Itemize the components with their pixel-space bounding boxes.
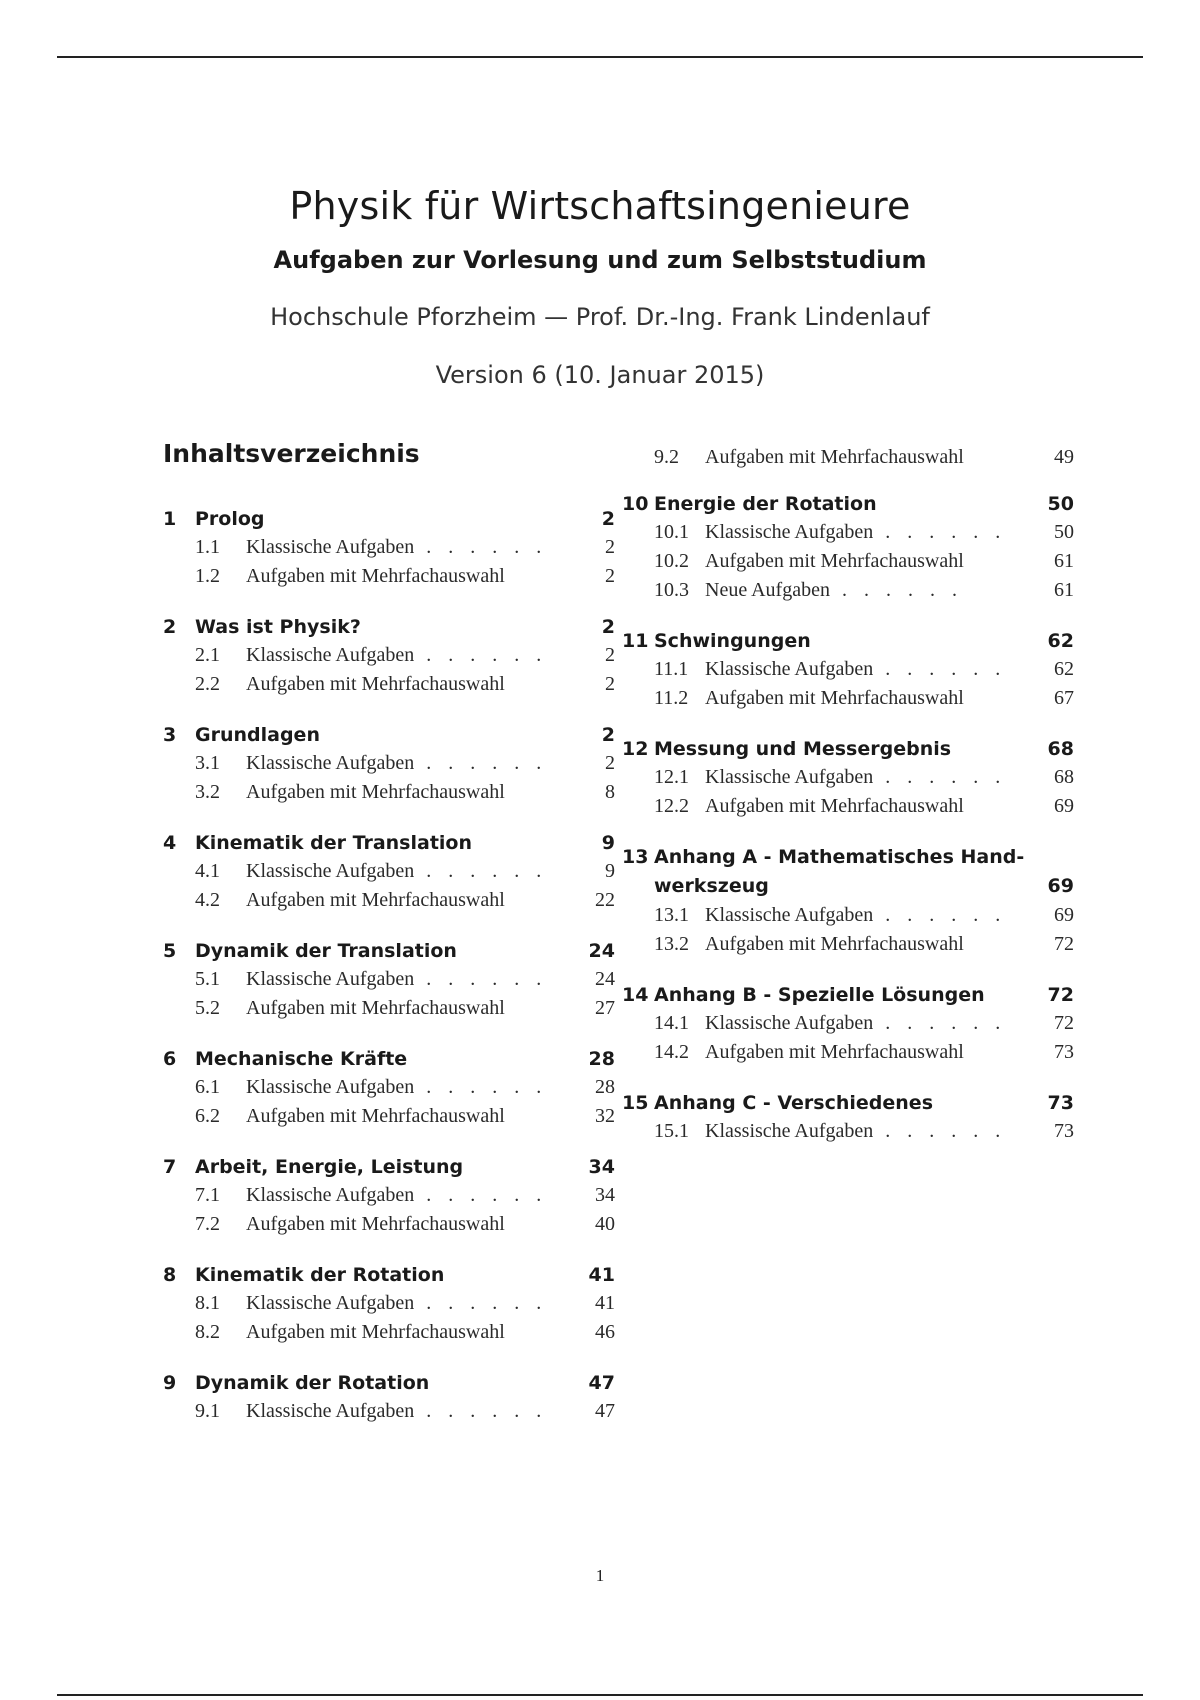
subsection-page: 2 — [605, 673, 615, 695]
toc-section-heading[interactable] — [163, 1261, 615, 1289]
page-number: 1 — [595, 1566, 605, 1585]
section-number: 14 — [622, 984, 649, 1006]
subsection-number: 12.1 — [654, 766, 689, 788]
section-page: 68 — [1047, 738, 1074, 760]
toc-section-heading[interactable] — [163, 1045, 615, 1073]
toc-section — [163, 1045, 615, 1131]
subsection-title-wrap — [246, 778, 575, 807]
toc-section-heading[interactable] — [163, 505, 615, 533]
subsection-title-wrap — [705, 792, 1034, 821]
subsection-number: 4.2 — [195, 889, 220, 911]
section-page: 47 — [588, 1372, 615, 1394]
document-author: Hochschule Pforzheim — Prof. Dr.-Ing. Frank Lindenlauf — [270, 303, 930, 331]
subsection-title: Klassische Aufgaben — [705, 521, 874, 543]
section-title: Arbeit, Energie, Leistung — [195, 1156, 464, 1178]
toc-section — [163, 613, 615, 699]
toc-section-heading[interactable] — [163, 613, 615, 641]
toc-subsection[interactable] — [622, 655, 1074, 684]
subsection-number: 5.2 — [195, 997, 220, 1019]
subsection-number: 9.2 — [654, 446, 679, 468]
subsection-title: Aufgaben mit Mehrfachauswahl — [246, 673, 505, 695]
toc-section — [622, 1089, 1074, 1146]
subsection-page: 49 — [1054, 446, 1074, 468]
section-number: 1 — [163, 508, 177, 530]
subsection-page: 67 — [1054, 687, 1074, 709]
dot-leader: . . . . . . — [426, 644, 548, 666]
subsection-number: 5.1 — [195, 968, 220, 990]
subsection-page: 2 — [605, 536, 615, 558]
section-page: 34 — [588, 1156, 615, 1178]
subsection-title: Klassische Aufgaben — [705, 766, 874, 788]
subsection-title: Klassische Aufgaben — [705, 904, 874, 926]
toc-subsection[interactable] — [163, 1318, 615, 1347]
subsection-page: 68 — [1054, 766, 1074, 788]
subsection-title-wrap — [705, 901, 1034, 930]
toc-section — [622, 490, 1074, 605]
subsection-number: 2.1 — [195, 644, 220, 666]
section-title — [654, 843, 1034, 901]
dot-leader: . . . . . . — [426, 1184, 548, 1206]
section-title: Kinematik der Translation — [195, 832, 472, 854]
section-title: Grundlagen — [195, 724, 320, 746]
toc-section-heading[interactable] — [163, 829, 615, 857]
toc-section — [163, 721, 615, 807]
subsection-title-wrap — [705, 547, 1034, 576]
section-page: 9 — [601, 832, 615, 854]
subsection-title: Aufgaben mit Mehrfachauswahl — [246, 565, 505, 587]
top-rule — [57, 56, 1143, 58]
toc-section — [622, 627, 1074, 713]
toc-right-column — [622, 443, 1074, 1168]
section-number: 15 — [622, 1092, 649, 1114]
subsection-title: Klassische Aufgaben — [246, 1184, 415, 1206]
subsection-title-wrap — [246, 1102, 575, 1131]
section-title: Prolog — [195, 508, 265, 530]
toc-subsection[interactable] — [163, 670, 615, 699]
toc-section-heading[interactable] — [163, 937, 615, 965]
toc-section — [163, 1153, 615, 1239]
subsection-title-wrap — [705, 1117, 1034, 1146]
toc-subsection[interactable] — [163, 965, 615, 994]
subsection-number: 14.1 — [654, 1012, 689, 1034]
toc-subsection[interactable] — [163, 778, 615, 807]
subsection-number: 8.1 — [195, 1292, 220, 1314]
subsection-title-wrap — [705, 684, 1034, 713]
subsection-title: Klassische Aufgaben — [246, 968, 415, 990]
document-subtitle: Aufgaben zur Vorlesung und zum Selbststudium — [273, 246, 927, 274]
subsection-page: 28 — [595, 1076, 615, 1098]
section-page: 2 — [601, 508, 615, 530]
subsection-title-wrap — [705, 930, 1034, 959]
toc-subsection[interactable] — [163, 1181, 615, 1210]
subsection-title: Aufgaben mit Mehrfachauswahl — [705, 933, 964, 955]
subsection-number: 12.2 — [654, 795, 689, 817]
toc-subsection[interactable] — [163, 1073, 615, 1102]
toc-subsection[interactable] — [163, 562, 615, 591]
toc-section-heading[interactable] — [163, 721, 615, 749]
toc-subsection[interactable] — [622, 547, 1074, 576]
subsection-title: Aufgaben mit Mehrfachauswahl — [246, 997, 505, 1019]
toc-section — [622, 843, 1074, 959]
bottom-rule — [57, 1694, 1143, 1696]
section-page: 2 — [601, 724, 615, 746]
subsection-number: 14.2 — [654, 1041, 689, 1063]
subsection-title: Aufgaben mit Mehrfachauswahl — [246, 781, 505, 803]
section-number: 4 — [163, 832, 177, 854]
subsection-number: 1.1 — [195, 536, 220, 558]
toc-section — [163, 829, 615, 915]
section-title-line: werkszeug — [654, 875, 769, 897]
subsection-page: 62 — [1054, 658, 1074, 680]
subsection-number: 8.2 — [195, 1321, 220, 1343]
dot-leader: . . . . . . — [426, 536, 548, 558]
subsection-page: 72 — [1054, 1012, 1074, 1034]
subsection-number: 11.2 — [654, 687, 689, 709]
toc-subsection[interactable] — [163, 1397, 615, 1426]
subsection-title: Klassische Aufgaben — [246, 860, 415, 882]
toc-heading: Inhaltsverzeichnis — [163, 439, 420, 468]
toc-section-heading[interactable] — [622, 981, 1074, 1009]
section-title: Kinematik der Rotation — [195, 1264, 445, 1286]
subsection-number: 13.2 — [654, 933, 689, 955]
toc-subsection[interactable] — [163, 641, 615, 670]
subsection-title: Aufgaben mit Mehrfachauswahl — [705, 446, 964, 468]
toc-subsection[interactable] — [622, 930, 1074, 959]
toc-subsection[interactable] — [163, 857, 615, 886]
subsection-page: 61 — [1054, 579, 1074, 601]
document-title: Physik für Wirtschaftsingenieure — [289, 184, 911, 228]
subsection-title-wrap — [246, 670, 575, 699]
subsection-page: 9 — [605, 860, 615, 882]
section-page: 24 — [588, 940, 615, 962]
dot-leader: . . . . . . — [885, 1012, 1007, 1034]
section-title: Mechanische Kräfte — [195, 1048, 408, 1070]
toc-subsection[interactable] — [163, 1289, 615, 1318]
subsection-number: 4.1 — [195, 860, 220, 882]
toc-subsection[interactable] — [163, 749, 615, 778]
subsection-page: 24 — [595, 968, 615, 990]
subsection-title: Klassische Aufgaben — [246, 1400, 415, 1422]
section-number: 10 — [622, 493, 649, 515]
section-title: Anhang C - Verschiedenes — [654, 1092, 934, 1114]
toc-section-heading[interactable] — [622, 843, 1074, 901]
subsection-page: 27 — [595, 997, 615, 1019]
subsection-title-wrap — [246, 1289, 575, 1318]
toc-section — [163, 1261, 615, 1347]
subsection-title-wrap — [246, 965, 575, 994]
toc-subsection[interactable] — [163, 994, 615, 1023]
subsection-title-wrap — [705, 1009, 1034, 1038]
subsection-number: 15.1 — [654, 1120, 689, 1142]
subsection-number: 9.1 — [195, 1400, 220, 1422]
subsection-title-wrap — [246, 533, 575, 562]
subsection-title: Aufgaben mit Mehrfachauswahl — [246, 1213, 505, 1235]
toc-section-heading[interactable] — [622, 627, 1074, 655]
section-number: 6 — [163, 1048, 177, 1070]
subsection-title: Aufgaben mit Mehrfachauswahl — [705, 687, 964, 709]
subsection-title: Klassische Aufgaben — [705, 658, 874, 680]
subsection-title: Klassische Aufgaben — [705, 1012, 874, 1034]
subsection-number: 6.2 — [195, 1105, 220, 1127]
subsection-title: Aufgaben mit Mehrfachauswahl — [246, 1105, 505, 1127]
section-title: Schwingungen — [654, 630, 811, 652]
subsection-title: Klassische Aufgaben — [246, 752, 415, 774]
dot-leader: . . . . . . — [426, 1076, 548, 1098]
subsection-page: 69 — [1054, 795, 1074, 817]
dot-leader: . . . . . . — [885, 658, 1007, 680]
subsection-title: Klassische Aufgaben — [246, 1076, 415, 1098]
section-number: 12 — [622, 738, 649, 760]
section-title-line: Anhang A - Mathematisches Hand- — [654, 846, 1025, 868]
subsection-number: 11.1 — [654, 658, 689, 680]
subsection-title-wrap — [246, 886, 575, 915]
subsection-title: Aufgaben mit Mehrfachauswahl — [705, 1041, 964, 1063]
section-number: 2 — [163, 616, 177, 638]
toc-subsection[interactable] — [622, 1009, 1074, 1038]
section-page: 69 — [1047, 875, 1074, 897]
section-number: 11 — [622, 630, 649, 652]
section-page: 62 — [1047, 630, 1074, 652]
subsection-title: Aufgaben mit Mehrfachauswahl — [246, 889, 505, 911]
subsection-number: 1.2 — [195, 565, 220, 587]
dot-leader: . . . . . . — [841, 579, 963, 601]
toc-subsection[interactable] — [622, 576, 1074, 605]
dot-leader: . . . . . . — [426, 1400, 548, 1422]
subsection-number: 7.1 — [195, 1184, 220, 1206]
subsection-title: Klassische Aufgaben — [246, 536, 415, 558]
subsection-number: 3.2 — [195, 781, 220, 803]
toc-section — [622, 735, 1074, 821]
toc-subsection[interactable] — [163, 1210, 615, 1239]
section-page: 50 — [1047, 493, 1074, 515]
subsection-page: 32 — [595, 1105, 615, 1127]
toc-section-heading[interactable] — [163, 1369, 615, 1397]
subsection-page: 41 — [595, 1292, 615, 1314]
toc-section-heading[interactable] — [622, 735, 1074, 763]
section-page: 2 — [601, 616, 615, 638]
subsection-title: Klassische Aufgaben — [705, 1120, 874, 1142]
toc-section-heading[interactable] — [622, 490, 1074, 518]
section-title: Energie der Rotation — [654, 493, 877, 515]
subsection-title-wrap — [705, 1038, 1034, 1067]
toc-subsection[interactable] — [622, 792, 1074, 821]
subsection-title-wrap — [705, 576, 1034, 605]
subsection-page: 2 — [605, 565, 615, 587]
subsection-number: 13.1 — [654, 904, 689, 926]
toc-subsection[interactable] — [622, 763, 1074, 792]
toc-continuation — [622, 443, 1074, 472]
subsection-page: 46 — [595, 1321, 615, 1343]
dot-leader: . . . . . . — [885, 521, 1007, 543]
toc-subsection[interactable] — [622, 901, 1074, 930]
subsection-page: 69 — [1054, 904, 1074, 926]
dot-leader: . . . . . . — [885, 904, 1007, 926]
toc-left-column — [163, 439, 615, 1448]
subsection-page: 2 — [605, 644, 615, 666]
dot-leader: . . . . . . — [426, 968, 548, 990]
subsection-page: 73 — [1054, 1041, 1074, 1063]
subsection-page: 22 — [595, 889, 615, 911]
section-number: 9 — [163, 1372, 177, 1394]
subsection-title-wrap — [246, 1397, 575, 1426]
section-page: 28 — [588, 1048, 615, 1070]
toc-section-heading[interactable] — [163, 1153, 615, 1181]
subsection-title-wrap — [246, 1210, 575, 1239]
subsection-title-wrap — [705, 763, 1034, 792]
subsection-title: Neue Aufgaben — [705, 579, 830, 601]
subsection-page: 34 — [595, 1184, 615, 1206]
section-page: 72 — [1047, 984, 1074, 1006]
section-number: 3 — [163, 724, 177, 746]
subsection-number: 10.3 — [654, 579, 689, 601]
section-number: 13 — [622, 846, 649, 868]
dot-leader: . . . . . . — [426, 1292, 548, 1314]
subsection-number: 10.1 — [654, 521, 689, 543]
subsection-page: 40 — [595, 1213, 615, 1235]
subsection-page: 72 — [1054, 933, 1074, 955]
dot-leader: . . . . . . — [426, 860, 548, 882]
subsection-number: 7.2 — [195, 1213, 220, 1235]
subsection-page: 50 — [1054, 521, 1074, 543]
toc-subsection[interactable] — [622, 443, 1074, 472]
section-title: Messung und Messergebnis — [654, 738, 952, 760]
subsection-title-wrap — [246, 1318, 575, 1347]
subsection-number: 3.1 — [195, 752, 220, 774]
section-title: Dynamik der Translation — [195, 940, 457, 962]
section-page: 41 — [588, 1264, 615, 1286]
section-number: 8 — [163, 1264, 177, 1286]
dot-leader: . . . . . . — [885, 766, 1007, 788]
toc-subsection[interactable] — [622, 1038, 1074, 1067]
subsection-title: Klassische Aufgaben — [246, 644, 415, 666]
subsection-page: 61 — [1054, 550, 1074, 572]
toc-subsection[interactable] — [163, 533, 615, 562]
subsection-title: Klassische Aufgaben — [246, 1292, 415, 1314]
subsection-page: 2 — [605, 752, 615, 774]
subsection-number: 6.1 — [195, 1076, 220, 1098]
subsection-title-wrap — [246, 562, 575, 591]
section-page: 73 — [1047, 1092, 1074, 1114]
toc-section — [163, 505, 615, 591]
section-number: 5 — [163, 940, 177, 962]
subsection-title: Aufgaben mit Mehrfachauswahl — [705, 795, 964, 817]
subsection-number: 2.2 — [195, 673, 220, 695]
subsection-title: Aufgaben mit Mehrfachauswahl — [705, 550, 964, 572]
toc-section — [163, 937, 615, 1023]
toc-subsection[interactable] — [163, 886, 615, 915]
subsection-title-wrap — [705, 518, 1034, 547]
subsection-title-wrap — [705, 655, 1034, 684]
dot-leader: . . . . . . — [426, 752, 548, 774]
subsection-page: 47 — [595, 1400, 615, 1422]
subsection-title-wrap — [246, 1073, 575, 1102]
subsection-page: 73 — [1054, 1120, 1074, 1142]
subsection-title-wrap — [246, 749, 575, 778]
toc-section — [622, 981, 1074, 1067]
toc-subsection[interactable] — [622, 684, 1074, 713]
toc-subsection[interactable] — [163, 1102, 615, 1131]
section-title: Dynamik der Rotation — [195, 1372, 430, 1394]
subsection-page: 8 — [605, 781, 615, 803]
subsection-title-wrap — [246, 641, 575, 670]
subsection-title-wrap — [246, 994, 575, 1023]
dot-leader: . . . . . . — [885, 1120, 1007, 1142]
subsection-title: Aufgaben mit Mehrfachauswahl — [246, 1321, 505, 1343]
section-title: Was ist Physik? — [195, 616, 361, 638]
toc-subsection[interactable] — [622, 518, 1074, 547]
section-title: Anhang B - Spezielle Lösungen — [654, 984, 985, 1006]
subsection-number: 10.2 — [654, 550, 689, 572]
section-number: 7 — [163, 1156, 177, 1178]
toc-section — [163, 1369, 615, 1426]
subsection-title-wrap — [246, 1181, 575, 1210]
toc-section-heading[interactable] — [622, 1089, 1074, 1117]
subsection-title-wrap — [246, 857, 575, 886]
document-version: Version 6 (10. Januar 2015) — [435, 361, 765, 389]
toc-subsection[interactable] — [622, 1117, 1074, 1146]
